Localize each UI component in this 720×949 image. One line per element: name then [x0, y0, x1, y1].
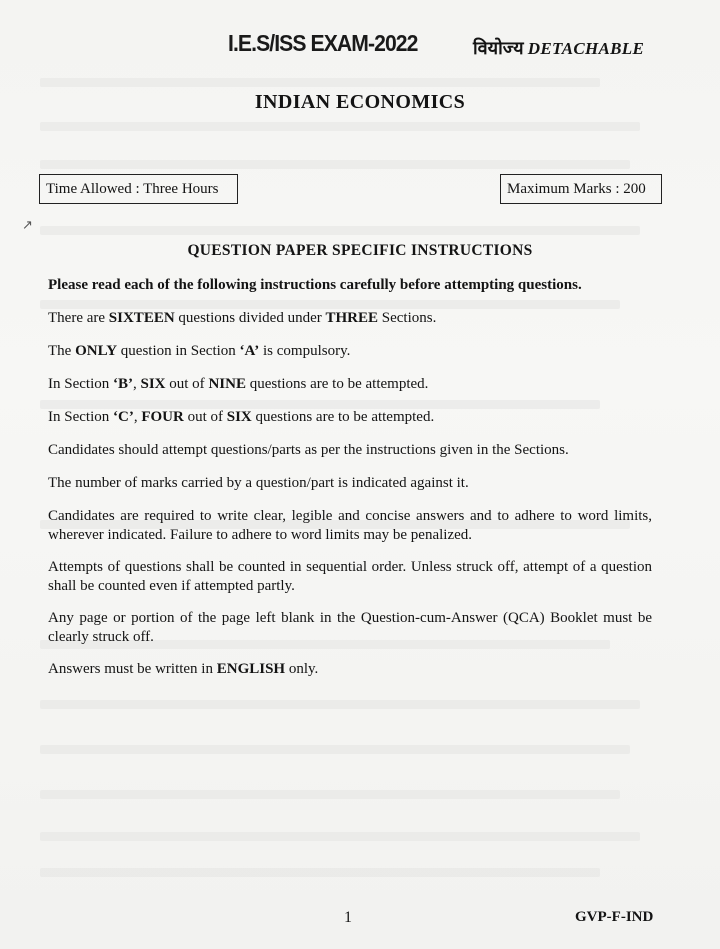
instruction-emphasis: SIXTEEN	[108, 310, 175, 326]
instruction-text: Any page or portion of the page left blank in the Question-cum-Answer (QCA) Booklet must be clearly struck off.	[48, 610, 652, 645]
instruction-text: is compulsory.	[259, 343, 351, 359]
paper-title: INDIAN ECONOMICS	[254, 91, 466, 113]
instruction-item	[48, 375, 652, 394]
instruction-emphasis: SIX	[140, 376, 166, 392]
bleed-through-line	[40, 700, 640, 709]
exam-code: I.E.S/ISS EXAM-2022	[228, 30, 418, 56]
instruction-text: out of	[165, 376, 209, 392]
detachable-english-label: DETACHABLE	[527, 39, 645, 58]
instruction-emphasis: THREE	[325, 310, 378, 326]
instruction-item	[48, 558, 652, 596]
instruction-text: ,	[133, 376, 141, 392]
instruction-item	[48, 507, 652, 545]
time-allowed-box: Time Allowed : Three Hours	[39, 174, 238, 204]
instruction-text: Attempts of questions shall be counted in sequential order. Unless struck off, attempt of a question shall be counted even if attempted partly.	[48, 559, 652, 594]
bleed-through-line	[40, 868, 600, 877]
bleed-through-line	[40, 160, 630, 169]
instruction-text: The number of marks carried by a question/part is indicated against it.	[48, 475, 469, 491]
instruction-item	[48, 474, 652, 493]
bleed-through-line	[40, 745, 630, 754]
pencil-tick-mark: ↗	[22, 218, 33, 233]
instruction-text: The	[48, 343, 76, 359]
instruction-item	[48, 660, 652, 679]
instruction-emphasis: ‘A’	[239, 343, 260, 359]
bleed-through-line	[40, 300, 620, 309]
detachable-label	[473, 36, 644, 60]
instruction-text: In Section	[48, 376, 113, 392]
paper-code: GVP-F-IND	[575, 909, 654, 925]
instruction-text: questions are to be attempted.	[251, 409, 435, 425]
instruction-emphasis: SIX	[226, 409, 252, 425]
instruction-item	[48, 441, 652, 460]
instruction-text: There are	[48, 310, 109, 326]
bleed-through-line	[40, 832, 640, 841]
bleed-through-line	[40, 122, 640, 131]
bleed-through-line	[40, 78, 600, 87]
instruction-text: Sections.	[378, 310, 437, 326]
instruction-text: Candidates are required to write clear, legible and concise answers and to adhere to word limits, wherever indicated. Failure to adhere to word limits may be penalized.	[48, 508, 652, 543]
instruction-emphasis: NINE	[208, 376, 246, 392]
instruction-emphasis: ‘B’	[113, 376, 133, 392]
instruction-text: questions divided under	[174, 310, 326, 326]
instruction-item	[48, 309, 652, 328]
instruction-text: questions are to be attempted.	[245, 376, 429, 392]
instruction-text: only.	[285, 661, 319, 677]
instruction-emphasis: ONLY	[75, 343, 118, 359]
page-number: 1	[344, 909, 352, 926]
bleed-through-line	[40, 790, 620, 799]
bleed-through-line	[40, 226, 640, 235]
detachable-hindi-label: वियोज्य	[473, 38, 524, 59]
instruction-emphasis: ENGLISH	[216, 661, 286, 677]
instruction-item	[48, 408, 652, 427]
instruction-text: question in Section	[117, 343, 240, 359]
instruction-item	[48, 609, 652, 647]
instruction-text: Candidates should attempt questions/parts as per the instructions given in the Sections.	[48, 442, 569, 458]
instruction-text: In Section	[48, 409, 113, 425]
instructions-heading: QUESTION PAPER SPECIFIC INSTRUCTIONS	[187, 242, 533, 259]
instruction-text: Answers must be written in	[48, 661, 217, 677]
instruction-text: out of	[183, 409, 227, 425]
instruction-emphasis: ‘C’	[113, 409, 134, 425]
instructions-lead: Please read each of the following instructions carefully before attempting questions.	[48, 277, 582, 293]
instruction-item	[48, 342, 652, 361]
maximum-marks-box: Maximum Marks : 200	[500, 174, 662, 204]
instruction-text: ,	[133, 409, 142, 425]
instruction-emphasis: FOUR	[141, 409, 184, 425]
